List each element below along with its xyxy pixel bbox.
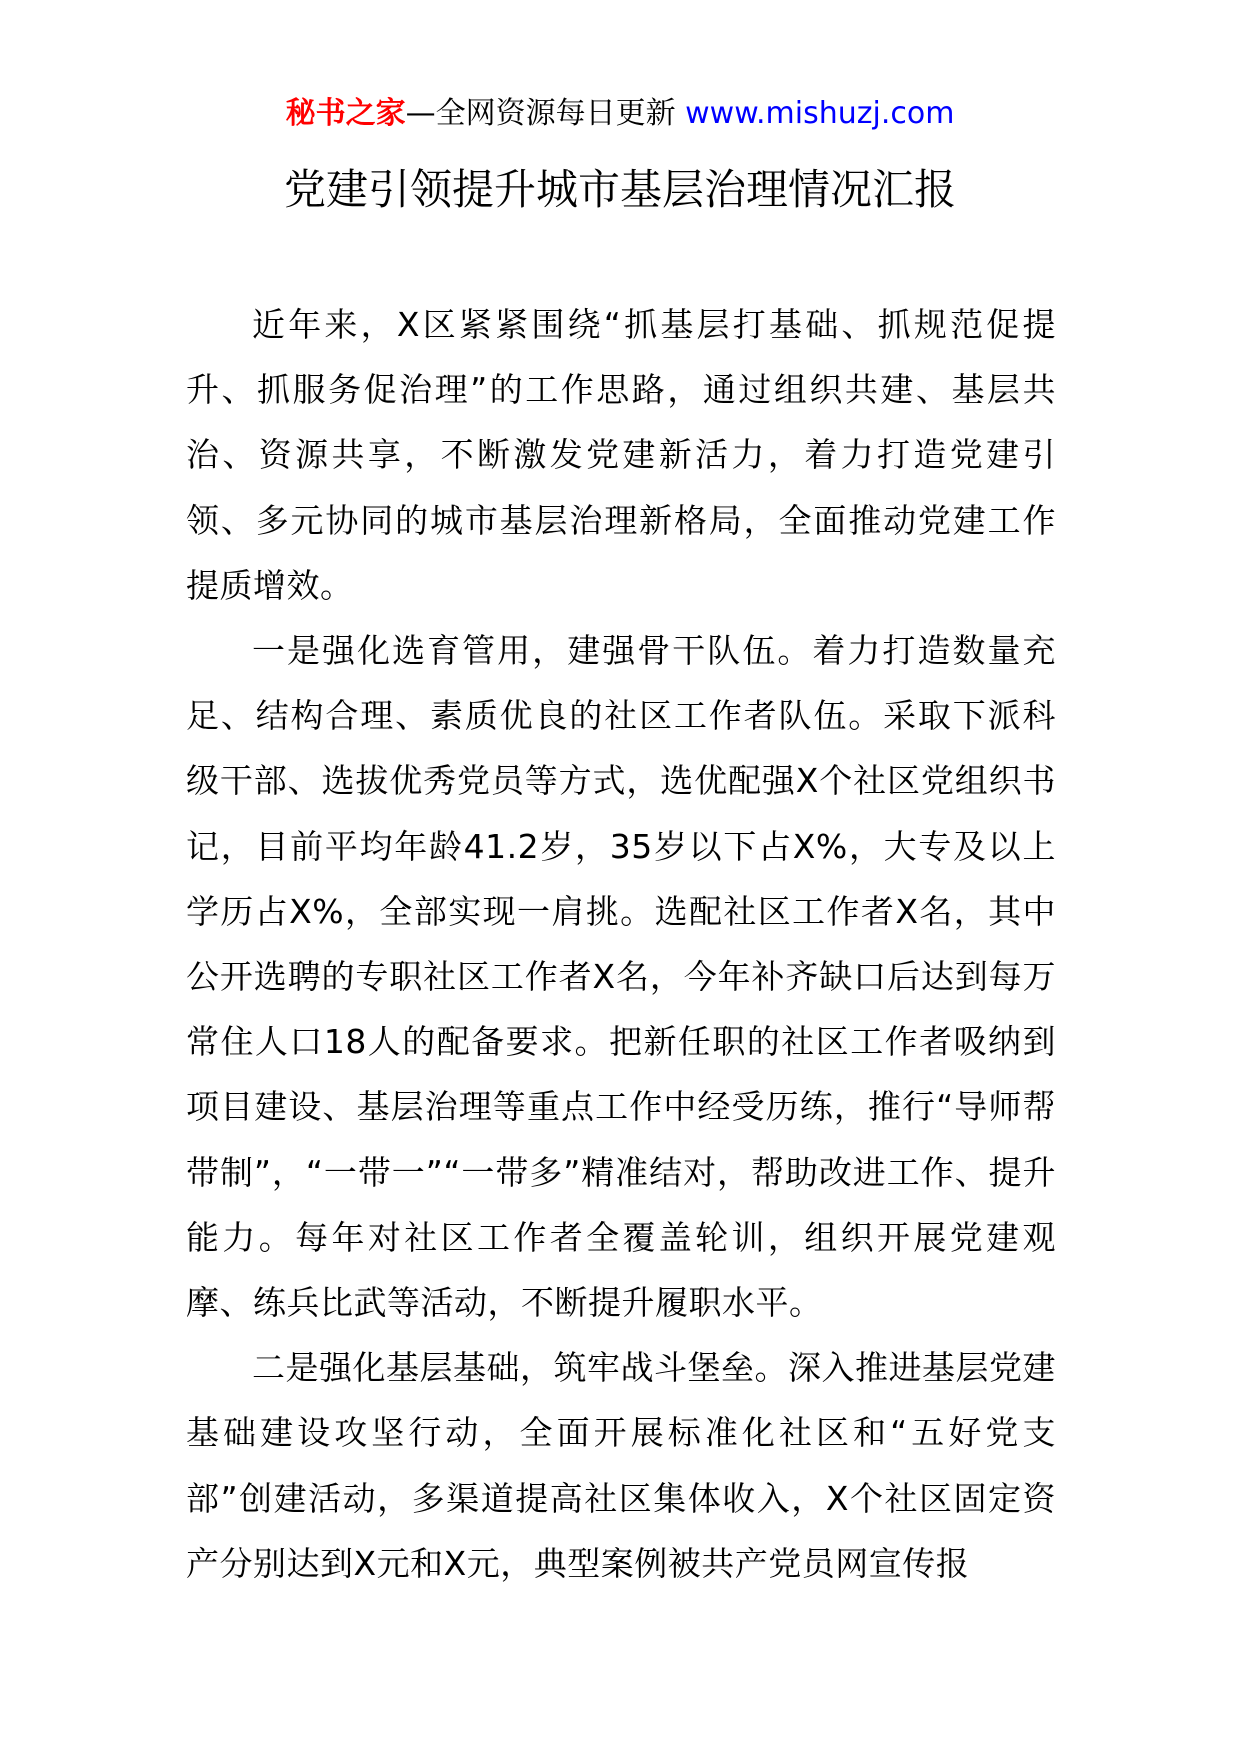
paragraph-intro (186, 292, 1056, 618)
brand-name: 秘书之家 (285, 96, 406, 131)
paragraph-section-2 (186, 1335, 1056, 1596)
document-body (186, 292, 1056, 1596)
paragraph-section-1 (186, 618, 1056, 1335)
paragraph-text: 深入推进基层党建基础建设攻坚行动，全面开展标准化社区和“五好党支部”创建活动，多渠道提高社区集体收入，X个社区固定资产分别达到X元和X元，典型案例被共产党员网宣传报 (186, 1348, 1056, 1583)
site-header (0, 94, 1240, 134)
paragraph-lead: 一是强化选育管用，建强骨干队伍。 (252, 631, 813, 671)
document-title: 党建引领提升城市基层治理情况汇报 (283, 165, 956, 214)
paragraph-text: 着力打造数量充足、结构合理、素质优良的社区工作者队伍。采取下派科级干部、选拔优秀党员等方式，选优配强X个社区党组织书记，目前平均年龄41.2岁，35岁以下占X%，大专及以上学历占X%，全部实现一肩挑。选配社区工作者X名，其中公开选聘的专职社区工作者X名，今年补齐缺口后达到每万常住人口18人的配备要求。把新任职的社区工作者吸纳到项目建设、基层治理等重点工作中经受历练，推行“导师帮带制”，“一带一”“一带多”精准结对，帮助改进工作、提升能力。每年对社区工作者全覆盖轮训，组织开展党建观摩、练兵比武等活动，不断提升履职水平。 (186, 631, 1057, 1323)
header-slogan: —全网资源每日更新 (405, 96, 676, 131)
paragraph-lead: 二是强化基层基础，筑牢战斗堡垒。 (252, 1348, 788, 1388)
paragraph-text: 近年来，X区紧紧围绕“抓基层打基础、抓规范促提升、抓服务促治理”的工作思路，通过组织共建、基层共治、资源共享，不断激发党建新活力，着力打造党建引领、多元协同的城市基层治理新格局，全面推动党建工作提质增效。 (186, 305, 1056, 605)
site-url-link[interactable]: www.mishuzj.com (685, 96, 955, 131)
